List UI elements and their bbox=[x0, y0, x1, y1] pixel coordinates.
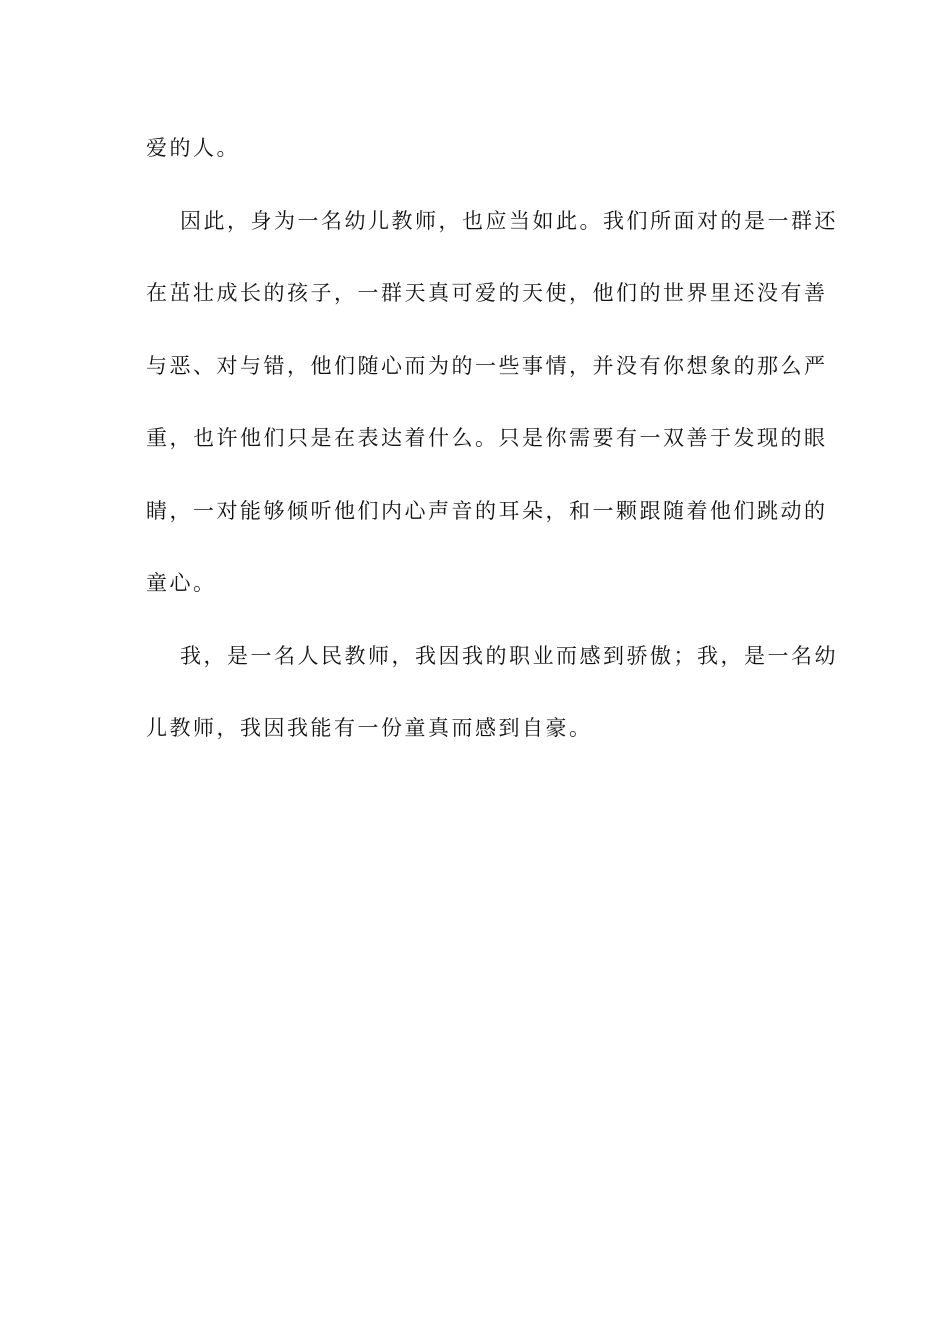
text-line: 睛，一对能够倾听他们内心声音的耳朵，和一颗跟随着他们跳动的 bbox=[146, 498, 828, 523]
body-text bbox=[146, 128, 838, 781]
text-line: 儿教师，我因我能有一份童真而感到自豪。 bbox=[146, 716, 593, 740]
text-line: 重，也许他们只是在表达着什么。只是你需要有一双善于发现的眼 bbox=[146, 426, 828, 450]
text-line: 我，是一名人民教师，我因我的职业而感到骄傲；我，是一名幼 bbox=[180, 643, 838, 668]
text-line: 因此，身为一名幼儿教师，也应当如此。我们所面对的是一群还 bbox=[180, 208, 838, 233]
text-line: 爱的人。 bbox=[146, 136, 240, 160]
text-line: 在茁壮成长的孩子，一群天真可爱的天使，他们的世界里还没有善 bbox=[146, 281, 828, 305]
text-line: 与恶、对与错，他们随心而为的一些事情，并没有你想象的那么严 bbox=[146, 353, 828, 378]
text-line: 童心。 bbox=[146, 571, 217, 595]
